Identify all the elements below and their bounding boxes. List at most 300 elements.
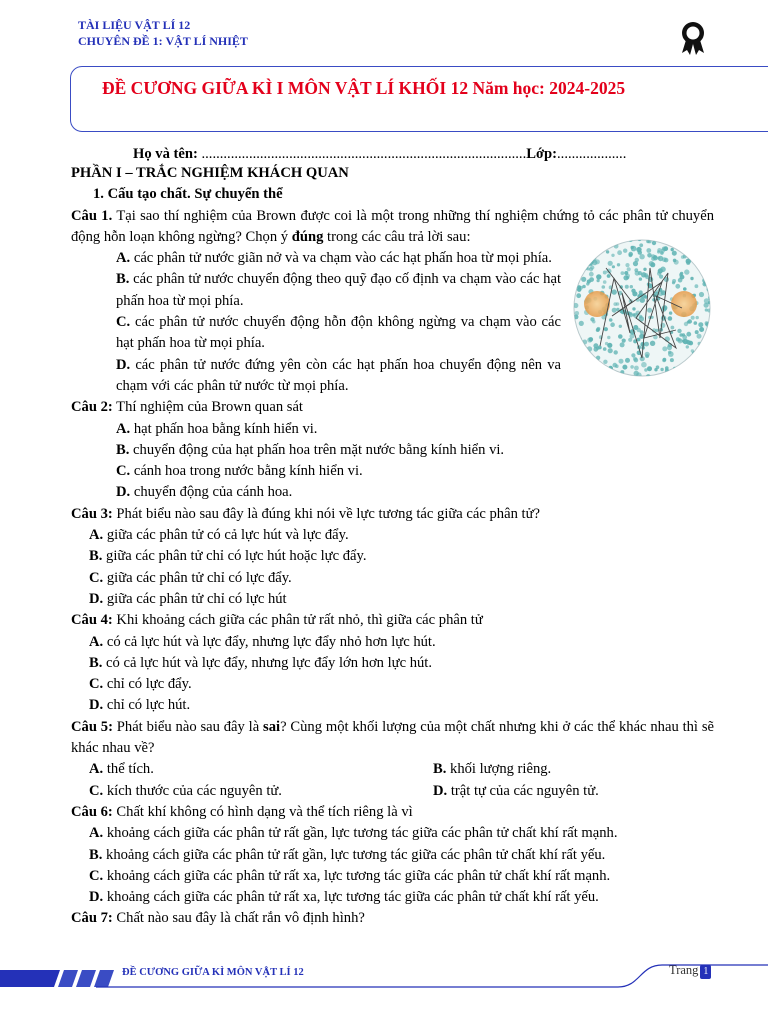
water-molecule (654, 368, 657, 371)
water-molecule (623, 249, 627, 253)
water-molecule (572, 271, 575, 274)
water-molecule (580, 267, 584, 271)
option-letter: C. (116, 314, 131, 331)
question-6 (71, 802, 714, 823)
water-molecule (576, 293, 581, 298)
water-molecule (619, 325, 622, 328)
q3-option-a (71, 525, 714, 546)
water-molecule (639, 243, 643, 247)
q6-option-c (71, 866, 714, 887)
award-ribbon-icon (678, 20, 708, 56)
water-molecule (608, 370, 611, 373)
water-molecule (598, 367, 603, 372)
water-molecule (634, 366, 639, 371)
question-2 (71, 397, 714, 418)
option-text: các phân tử nước chuyển động theo quỹ đạo cố định va chạm vào các hạt phấn hoa từ mọi phía. (116, 271, 561, 309)
question-text: ? Cùng một khối lượng của một chất nhưng khi ở các thể khác nhau thì sẽ khác nhau về? (71, 718, 714, 757)
water-molecule (589, 272, 594, 277)
water-molecule (591, 357, 595, 361)
footer-decoration (0, 962, 768, 990)
water-molecule (703, 342, 706, 345)
water-molecule (662, 359, 666, 363)
water-molecule (603, 347, 607, 351)
water-molecule (579, 321, 584, 326)
option-text: giữa các phân tử có cả lực hút và lực đẩy. (103, 527, 349, 544)
water-molecule (589, 337, 594, 342)
water-molecule (699, 292, 704, 297)
water-molecule (639, 277, 642, 280)
water-molecule (643, 268, 646, 271)
water-molecule (572, 264, 575, 267)
option-text: chỉ có lực đẩy. (103, 676, 192, 693)
water-molecule (573, 352, 577, 356)
water-molecule (636, 372, 641, 377)
option-letter: A. (89, 761, 104, 778)
water-molecule (686, 373, 691, 378)
water-molecule (596, 328, 600, 332)
water-molecule (617, 263, 620, 266)
q4-option-c (71, 674, 714, 695)
water-molecule (668, 351, 671, 354)
water-molecule (609, 318, 613, 322)
water-molecule (614, 244, 619, 249)
option-letter: D. (116, 356, 131, 373)
water-molecule (619, 359, 624, 364)
water-molecule (655, 329, 658, 332)
question-label: Câu 6: (71, 803, 113, 820)
water-molecule (700, 245, 703, 248)
water-molecule (618, 334, 623, 339)
q5-option-c (89, 781, 433, 802)
question-text: Chất khí không có hình dạng và thể tích riêng là vì (112, 803, 413, 820)
water-molecule (606, 250, 609, 253)
water-molecule (699, 356, 704, 361)
water-molecule (645, 354, 649, 358)
water-molecule (605, 342, 608, 345)
water-molecule (694, 369, 698, 373)
water-molecule (608, 370, 612, 374)
water-molecule (704, 303, 709, 308)
water-molecule (706, 361, 710, 365)
water-molecule (679, 273, 682, 276)
water-molecule (582, 349, 586, 353)
water-molecule (668, 316, 673, 321)
option-letter: A. (89, 633, 104, 650)
water-molecule (616, 302, 620, 306)
question-label: Câu 3: (71, 505, 113, 522)
water-molecule (604, 369, 608, 373)
water-molecule (669, 238, 673, 242)
q1-option-a (71, 248, 561, 269)
water-molecule (701, 238, 705, 240)
water-molecule (611, 254, 614, 257)
question-label: Câu 7: (71, 910, 113, 927)
header-subject: TÀI LIỆU VẬT LÍ 12 (78, 18, 191, 32)
water-molecule (650, 262, 655, 267)
option-letter: C. (89, 782, 104, 799)
water-molecule (676, 337, 680, 341)
subsection-heading: 1. Cấu tạo chất. Sự chuyển thể (93, 186, 283, 203)
water-molecule (699, 327, 704, 332)
water-molecule (619, 239, 623, 243)
water-molecule (705, 347, 710, 352)
water-molecule (617, 240, 620, 243)
water-molecule (647, 253, 652, 258)
question-5 (71, 717, 714, 760)
name-label: Họ và tên: (133, 146, 198, 162)
water-molecule (574, 267, 579, 272)
option-letter: D. (89, 889, 104, 906)
water-molecule (705, 322, 709, 326)
water-molecule (663, 246, 668, 251)
q5-options-row-2 (71, 781, 714, 802)
water-molecule (593, 238, 598, 241)
water-molecule (710, 267, 712, 271)
water-molecule (596, 366, 601, 371)
water-molecule (706, 282, 709, 285)
water-molecule (639, 290, 643, 294)
water-molecule (634, 268, 638, 272)
water-molecule (706, 247, 711, 252)
water-molecule (622, 339, 626, 343)
page-number: 1 (700, 965, 711, 979)
water-molecule (695, 240, 699, 244)
option-letter: D. (89, 697, 104, 714)
water-molecule (602, 368, 606, 372)
option-text: khối lượng riêng. (446, 761, 552, 778)
water-molecule (608, 348, 613, 353)
water-molecule (708, 327, 712, 332)
q5-option-d (433, 781, 599, 802)
water-molecule (641, 362, 647, 368)
water-molecule (633, 261, 638, 266)
water-molecule (678, 278, 683, 283)
option-text: khoảng cách giữa các phân tử rất xa, lực tương tác giữa các phân tử chất khí rất mạnh. (103, 867, 611, 884)
option-letter: C. (89, 569, 104, 586)
water-molecule (623, 275, 628, 280)
water-molecule (629, 253, 633, 257)
q3-option-d (71, 589, 714, 610)
option-text: giữa các phân tử chỉ có lực hút hoặc lực đẩy. (102, 548, 367, 565)
option-letter: A. (116, 250, 131, 267)
water-molecule (685, 363, 689, 367)
water-molecule (633, 325, 638, 330)
water-molecule (671, 248, 674, 251)
water-molecule (639, 254, 644, 259)
question-text: Chất nào sau đây là chất rắn vô định hình? (112, 910, 365, 927)
option-text: giữa các phân tử chỉ có lực hút (103, 590, 287, 607)
option-letter: C. (116, 463, 131, 480)
water-molecule (582, 256, 586, 260)
water-molecule (707, 261, 710, 264)
water-molecule (582, 246, 587, 251)
water-molecule (707, 238, 710, 240)
water-molecule (610, 322, 615, 327)
water-molecule (706, 276, 709, 279)
q4-option-d (71, 695, 714, 716)
water-molecule (697, 357, 702, 362)
question-text: Khi khoảng cách giữa các phân tử rất nhỏ, thì giữa các phân tử (112, 612, 483, 629)
water-molecule (575, 311, 580, 316)
q1-option-c (71, 312, 561, 355)
water-molecule (607, 336, 610, 339)
page-indicator (669, 962, 711, 979)
option-text: có cả lực hút và lực đẩy, nhưng lực đẩy nhỏ hơn lực hút. (103, 633, 436, 650)
water-molecule (622, 365, 627, 370)
water-molecule (672, 251, 677, 256)
water-molecule (603, 271, 607, 275)
water-molecule (620, 342, 625, 347)
option-letter: C. (89, 867, 104, 884)
water-molecule (672, 279, 676, 283)
water-molecule (592, 320, 595, 323)
water-molecule (684, 269, 689, 274)
question-text: Phát biểu nào sau đây là đúng khi nói về lực tương tác giữa các phân tử? (112, 505, 540, 522)
water-molecule (591, 241, 595, 245)
water-molecule (586, 354, 591, 359)
option-letter: D. (116, 484, 131, 501)
water-molecule (625, 358, 630, 363)
question-text: trong các câu trả lời sau: (323, 228, 471, 245)
water-molecule (707, 309, 711, 313)
water-molecule (697, 334, 702, 339)
option-letter: D. (433, 782, 448, 799)
water-molecule (683, 287, 687, 291)
footer-title: ĐỀ CƯƠNG GIỮA KÌ MÔN VẬT LÍ 12 (122, 967, 304, 978)
option-text: chuyển động của cánh hoa. (130, 484, 293, 501)
water-molecule (663, 238, 667, 241)
water-molecule (683, 255, 687, 259)
water-molecule (612, 376, 615, 378)
option-letter: B. (116, 271, 130, 288)
water-molecule (662, 238, 665, 241)
water-molecule (573, 284, 577, 288)
option-text: khoảng cách giữa các phân tử rất gần, lực tương tác giữa các phân tử chất khí rất yếu. (102, 846, 606, 863)
water-molecule (698, 322, 703, 327)
q3-option-b (71, 546, 714, 567)
water-molecule (659, 275, 663, 279)
water-molecule (681, 238, 686, 243)
water-molecule (581, 360, 584, 363)
option-text: khoảng cách giữa các phân tử rất xa, lực tương tác giữa các phân tử chất khí rất yếu. (103, 889, 599, 906)
water-molecule (631, 246, 634, 249)
option-text: kích thước của các nguyên tử. (103, 782, 282, 799)
water-molecule (633, 357, 637, 361)
water-molecule (694, 321, 698, 325)
water-molecule (682, 339, 685, 342)
water-molecule (572, 280, 575, 285)
water-molecule (690, 277, 693, 280)
name-dots: ......................................................................................... (197, 146, 527, 162)
option-letter: A. (116, 420, 131, 437)
water-molecule (703, 238, 707, 240)
water-molecule (664, 238, 668, 240)
water-molecule (625, 285, 629, 289)
class-label: Lớp: (526, 146, 558, 162)
water-molecule (612, 308, 617, 313)
section-heading: PHẦN I – TRẮC NGHIỆM KHÁCH QUAN (71, 165, 349, 181)
water-molecule (652, 241, 656, 245)
water-molecule (658, 268, 663, 273)
water-molecule (575, 262, 580, 267)
class-dots: ................... (557, 146, 627, 162)
option-text: khoảng cách giữa các phân tử rất gần, lực tương tác giữa các phân tử chất khí rất mạnh. (103, 825, 618, 842)
water-molecule (694, 254, 697, 257)
water-molecule (603, 280, 607, 284)
water-molecule (705, 258, 710, 263)
option-text: có cả lực hút và lực đẩy, nhưng lực đẩy lớn hơn lực hút. (102, 654, 433, 671)
water-molecule (646, 248, 651, 253)
water-molecule (707, 282, 712, 287)
water-molecule (637, 338, 641, 342)
question-text: Tại sao thí nghiệm của Brown được coi là một trong những thí nghiệm chứng tỏ các phân tử chuyển động hỗn loạn không ngừng? Chọn ý (71, 207, 714, 245)
water-molecule (575, 345, 581, 351)
question-label: Câu 4: (71, 612, 113, 629)
water-molecule (691, 359, 696, 364)
q4-option-a (71, 632, 714, 653)
option-text: hạt phấn hoa bằng kính hiển vi. (130, 420, 318, 437)
water-molecule (591, 359, 594, 362)
question-label: Câu 5: (71, 718, 113, 735)
water-molecule (578, 264, 582, 268)
water-molecule (667, 345, 672, 350)
option-letter: D. (89, 590, 104, 607)
page-label: Trang (669, 963, 699, 977)
option-text: giữa các phân tử chỉ có lực đẩy. (103, 569, 292, 586)
water-molecule (657, 250, 660, 253)
option-letter: B. (89, 548, 103, 565)
water-molecule (630, 365, 634, 369)
water-molecule (594, 242, 597, 245)
option-text: cánh hoa trong nước bằng kính hiển vi. (130, 463, 363, 480)
q5-options-row-1 (71, 759, 714, 780)
water-molecule (612, 265, 615, 268)
option-text: các phân tử nước giãn nở và va chạm vào các hạt phấn hoa từ mọi phía. (130, 250, 552, 267)
water-molecule (677, 329, 681, 333)
water-molecule (583, 370, 588, 375)
question-emphasis: sai (263, 718, 281, 735)
question-label: Câu 2: (71, 399, 113, 416)
water-molecule (617, 250, 622, 255)
water-molecule (650, 341, 655, 346)
water-molecule (581, 252, 585, 256)
water-molecule (700, 243, 705, 248)
water-molecule (590, 265, 594, 269)
water-molecule (572, 283, 576, 288)
water-molecule (573, 257, 578, 262)
water-molecule (688, 319, 692, 323)
water-molecule (644, 273, 648, 277)
water-molecule (660, 368, 663, 371)
header-topic: CHUYÊN ĐỀ 1: VẬT LÍ NHIỆT (78, 34, 248, 48)
water-molecule (647, 366, 652, 371)
q3-option-c (71, 568, 714, 589)
question-4 (71, 610, 714, 631)
water-molecule (636, 247, 641, 252)
water-molecule (596, 274, 601, 279)
water-molecule (694, 242, 699, 247)
option-letter: B. (433, 761, 447, 778)
q6-option-d (71, 887, 714, 908)
water-molecule (572, 373, 575, 378)
water-molecule (592, 365, 597, 370)
water-molecule (691, 349, 694, 352)
water-molecule (674, 260, 679, 265)
water-molecule (709, 367, 712, 371)
q2-option-c (71, 461, 714, 482)
water-molecule (703, 361, 708, 366)
water-molecule (669, 311, 672, 314)
question-3 (71, 504, 714, 525)
water-molecule (696, 316, 699, 319)
water-molecule (640, 330, 644, 334)
water-molecule (627, 267, 631, 271)
question-label: Câu 1. (71, 207, 113, 224)
water-molecule (670, 358, 674, 362)
water-molecule (589, 277, 594, 282)
q1-option-d (71, 355, 561, 398)
water-molecule (695, 330, 699, 334)
water-molecule (695, 284, 699, 288)
water-molecule (604, 327, 608, 331)
q2-option-b (71, 440, 714, 461)
water-molecule (706, 356, 709, 359)
q1-option-b (71, 269, 561, 312)
water-molecule (596, 356, 600, 360)
water-molecule (708, 340, 712, 345)
q2-option-d (71, 482, 714, 503)
water-molecule (709, 240, 712, 245)
water-molecule (612, 289, 617, 294)
water-molecule (632, 291, 637, 296)
water-molecule (630, 285, 633, 288)
option-letter: C. (89, 676, 104, 693)
q2-option-a (71, 419, 714, 440)
water-molecule (597, 371, 601, 375)
q6-option-a (71, 823, 714, 844)
water-molecule (572, 262, 576, 266)
water-molecule (689, 241, 692, 244)
option-letter: A. (89, 527, 104, 544)
doc-header (78, 17, 248, 49)
water-molecule (579, 244, 583, 248)
water-molecule (632, 313, 635, 316)
water-molecule (602, 285, 606, 289)
water-molecule (657, 374, 662, 378)
water-molecule (581, 277, 586, 282)
water-molecule (598, 246, 603, 251)
water-molecule (594, 374, 598, 378)
water-molecule (647, 308, 652, 313)
water-molecule (681, 239, 685, 243)
water-molecule (578, 272, 582, 276)
question-text: Phát biểu nào sau đây là (112, 718, 264, 735)
option-letter: B. (89, 846, 103, 863)
water-molecule (598, 346, 602, 350)
water-molecule (707, 374, 711, 378)
question-7 (71, 908, 714, 929)
water-molecule (686, 345, 689, 348)
water-molecule (621, 271, 625, 275)
water-molecule (594, 242, 599, 247)
water-molecule (657, 256, 660, 259)
water-molecule (697, 348, 700, 351)
water-molecule (644, 342, 649, 347)
water-molecule (686, 259, 691, 264)
water-molecule (675, 284, 680, 289)
water-molecule (682, 335, 687, 340)
water-molecule (608, 366, 613, 371)
